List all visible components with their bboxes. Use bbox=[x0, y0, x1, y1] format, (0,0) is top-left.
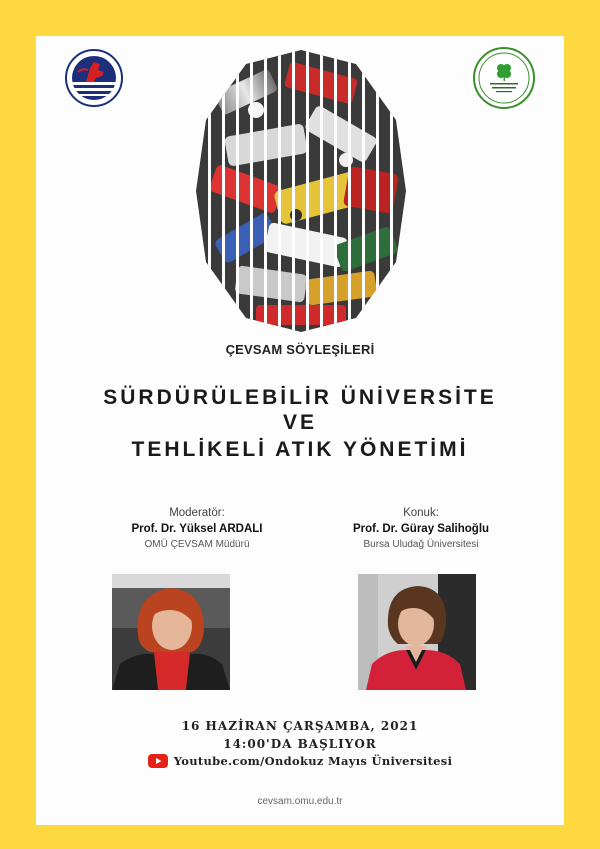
guest-role: Konuk: bbox=[403, 507, 439, 519]
title-line-2: VE bbox=[282, 411, 317, 434]
event-time: 14:00'DA BAŞLIYOR bbox=[223, 737, 377, 751]
website-link[interactable]: cevsam.omu.edu.tr bbox=[257, 796, 343, 807]
title-line-3: TEHLİKELİ ATIK YÖNETİMİ bbox=[131, 438, 469, 461]
moderator-block bbox=[82, 506, 312, 553]
guest-affiliation: Bursa Uludağ Üniversitesi bbox=[363, 539, 479, 550]
omu-logo-icon bbox=[64, 48, 124, 108]
youtube-icon bbox=[148, 754, 168, 768]
moderator-affiliation: OMÜ ÇEVSAM Müdürü bbox=[144, 539, 250, 550]
guest-block bbox=[306, 506, 536, 553]
youtube-link-text[interactable]: Youtube.com/Ondokuz Mayıs Üniversitesi bbox=[173, 754, 453, 768]
moderator-photo bbox=[112, 574, 230, 690]
series-title: ÇEVSAM SÖYLEŞİLERİ bbox=[225, 342, 375, 357]
event-date: 16 HAZİRAN ÇARŞAMBA, 2021 bbox=[181, 719, 419, 733]
moderator-name: Prof. Dr. Yüksel ARDALI bbox=[131, 523, 263, 535]
youtube-link[interactable] bbox=[36, 754, 564, 768]
title-line-1: SÜRDÜRÜLEBİLİR ÜNİVERSİTE bbox=[103, 386, 497, 409]
guest-name: Prof. Dr. Güray Salihoğlu bbox=[352, 523, 490, 535]
guest-photo bbox=[358, 574, 476, 690]
cevsam-clover-logo-icon bbox=[472, 46, 536, 110]
hazardous-waste-collage bbox=[196, 50, 406, 332]
moderator-role: Moderatör: bbox=[169, 507, 225, 519]
poster-card bbox=[36, 36, 564, 825]
